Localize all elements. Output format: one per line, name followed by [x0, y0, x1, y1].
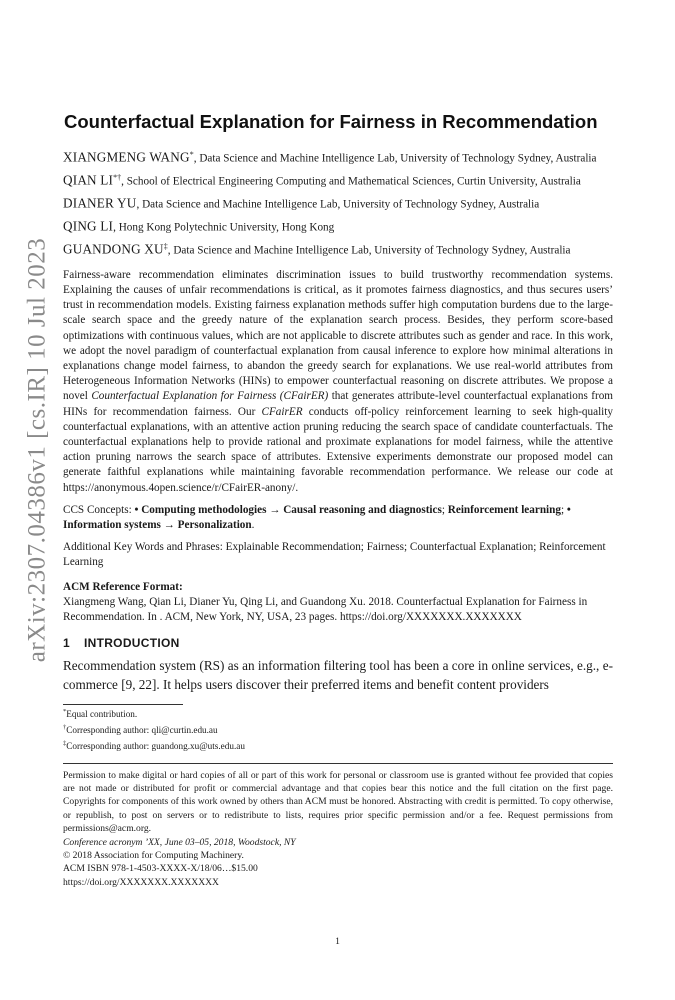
author-entry	[63, 170, 613, 190]
permission-notice: Permission to make digital or hard copies of all or part of this work for personal or classroom use is granted without fee provided that copies are not made or distributed for profit or commercial advantage and that copies bear this notice and the full citation on the first page. Copyrights for components of this work owned by others than ACM must be honored. Abstracting with credit is permitted. To copy otherwise, or republish, to post on servers or to redistribute to lists, requires prior specific permission and/or a fee. Request permissions from permissions@acm.org.	[63, 769, 613, 835]
author-mark: *†	[113, 172, 122, 182]
abstract-emphasis: CFairER	[261, 405, 303, 418]
footnote-text: Corresponding author: qli@curtin.edu.au	[66, 725, 218, 736]
doi-link[interactable]: https://doi.org/XXXXXXX.XXXXXXX	[63, 876, 219, 888]
abstract-text: conducts off-policy reinforcement learning to seek high-quality counterfactual explanations, with an attentive action pruning reducing the search space of candidate counterfactuals. The counterfactual explanations help to provide rational and proximate explanations for model fairness, while the attentive action pruning narrows the search space of attributes. Extensive experiments demonstrate our proposed model can generate faithful explanations while maintaining favorable recommendation performance. We release our code at https://anonymous.4open.science/r/CFairER-anony/.	[63, 405, 613, 494]
conference-text: Conference acronym ’XX, June 03–05, 2018, Woodstock, NY	[63, 836, 296, 848]
page-number: 1	[335, 936, 340, 947]
author-name: XIANGMENG WANG	[63, 149, 190, 165]
section-number: 1	[63, 636, 70, 651]
paper-title: Counterfactual Explanation for Fairness in Recommendation	[64, 111, 598, 132]
author-mark: *	[189, 150, 194, 159]
author-name: GUANDONG XU	[63, 241, 164, 257]
author-name: QING LI	[63, 218, 114, 234]
section-title: INTRODUCTION	[83, 636, 180, 651]
arxiv-identifier: arXiv:2307.04386v1 [cs.IR] 10 Jul 2023	[23, 237, 50, 663]
ccs-concept: Reinforcement learning	[447, 503, 561, 516]
paper-page	[63, 110, 613, 889]
keywords: Additional Key Words and Phrases: Explainable Recommendation; Fairness; Counterfactual Explanation; Reinforcement Learning	[63, 541, 606, 569]
footnote-text: Equal contribution.	[66, 709, 138, 720]
ccs-concepts	[63, 503, 613, 533]
abstract-text: that generates attribute-level counterfactual explanations from HINs for recommendation fairness. Our	[63, 390, 613, 418]
author-affiliation: , Hong Kong Polytechnic University, Hong Kong	[113, 221, 335, 234]
author-entry	[63, 239, 613, 259]
copyright-notice: © 2018 Association for Computing Machinery.	[63, 849, 244, 861]
section-heading	[63, 636, 613, 651]
footnote	[63, 705, 613, 721]
author-name: QIAN LI	[63, 172, 114, 188]
author-name: DIANER YU	[63, 195, 137, 211]
author-affiliation: , School of Electrical Engineering Computing and Mathematical Sciences, Curtin University, Australia	[121, 175, 581, 188]
abstract-text: Fairness-aware recommendation eliminates discrimination issues to build trustworthy recommendation systems. Explaining the causes of unfair recommendations is critical, as it promotes fairness diagnostics, and thus secures users’ trust in recommendation models. Existing fairness explanation methods suffer high computation burdens due to the large-scale search space and the greedy nature of the explanation search process. Besides, they perform score-based optimizations with continuous values, which are not applicable to discrete attributes such as gender and race. In this work, we adopt the novel paradigm of counterfactual explanation from causal inference to explore how minimal alterations in explanations change model fairness, to abandon the greedy search for explanations. We use real-world attributes from Heterogeneous Information Networks (HINs) to empower counterfactual reasoning on discrete attributes. We propose a novel	[63, 268, 613, 403]
author-list	[63, 147, 613, 259]
ccs-separator: ;	[441, 503, 448, 516]
conference-info	[63, 836, 613, 849]
ccs-concept: • Computing methodologies → Causal reasoning and diagnostics	[134, 503, 442, 516]
footnote-mark: †	[63, 724, 67, 732]
author-entry	[63, 216, 613, 236]
footnote	[63, 721, 613, 737]
ccs-concept: • Information systems → Personalization	[63, 503, 571, 531]
author-mark: ‡	[163, 241, 168, 251]
footnote	[63, 737, 613, 753]
reference-heading: ACM Reference Format:	[63, 580, 183, 593]
author-affiliation: , Data Science and Machine Intelligence Lab, University of Technology Sydney, Australia	[136, 198, 540, 211]
footnote-mark: ‡	[63, 740, 67, 748]
author-affiliation: , Data Science and Machine Intelligence Lab, University of Technology Sydney, Australia	[193, 152, 597, 165]
permission-divider	[63, 763, 613, 764]
intro-paragraph: Recommendation system (RS) as an information filtering tool has been a core in online services, e.g., e-commerce [9, 22]. It helps users discover their preferred items and benefit content providers	[63, 658, 613, 692]
author-entry	[63, 147, 613, 167]
ccs-separator: .	[251, 518, 255, 531]
footnote-mark: *	[63, 708, 67, 716]
ccs-separator: ;	[560, 503, 567, 516]
abstract-emphasis: Counterfactual Explanation for Fairness (CFairER)	[91, 390, 329, 403]
ccs-label: CCS Concepts:	[63, 503, 135, 516]
arxiv-sidebar	[16, 215, 58, 685]
author-affiliation: , Data Science and Machine Intelligence Lab, University of Technology Sydney, Australia	[167, 244, 571, 257]
isbn: ACM ISBN 978-1-4503-XXXX-X/18/06…$15.00	[63, 863, 258, 875]
author-entry	[63, 193, 613, 213]
footnote-text: Corresponding author: guandong.xu@uts.edu.au	[66, 741, 245, 752]
abstract	[63, 268, 613, 496]
reference-text: Xiangmeng Wang, Qian Li, Dianer Yu, Qing Li, and Guandong Xu. 2018. Counterfactual Explanation for Fairness in Recommendation. In . ACM, New York, NY, USA, 23 pages. https://doi.org/XXXXXXX.XXXXXXX	[63, 595, 588, 623]
